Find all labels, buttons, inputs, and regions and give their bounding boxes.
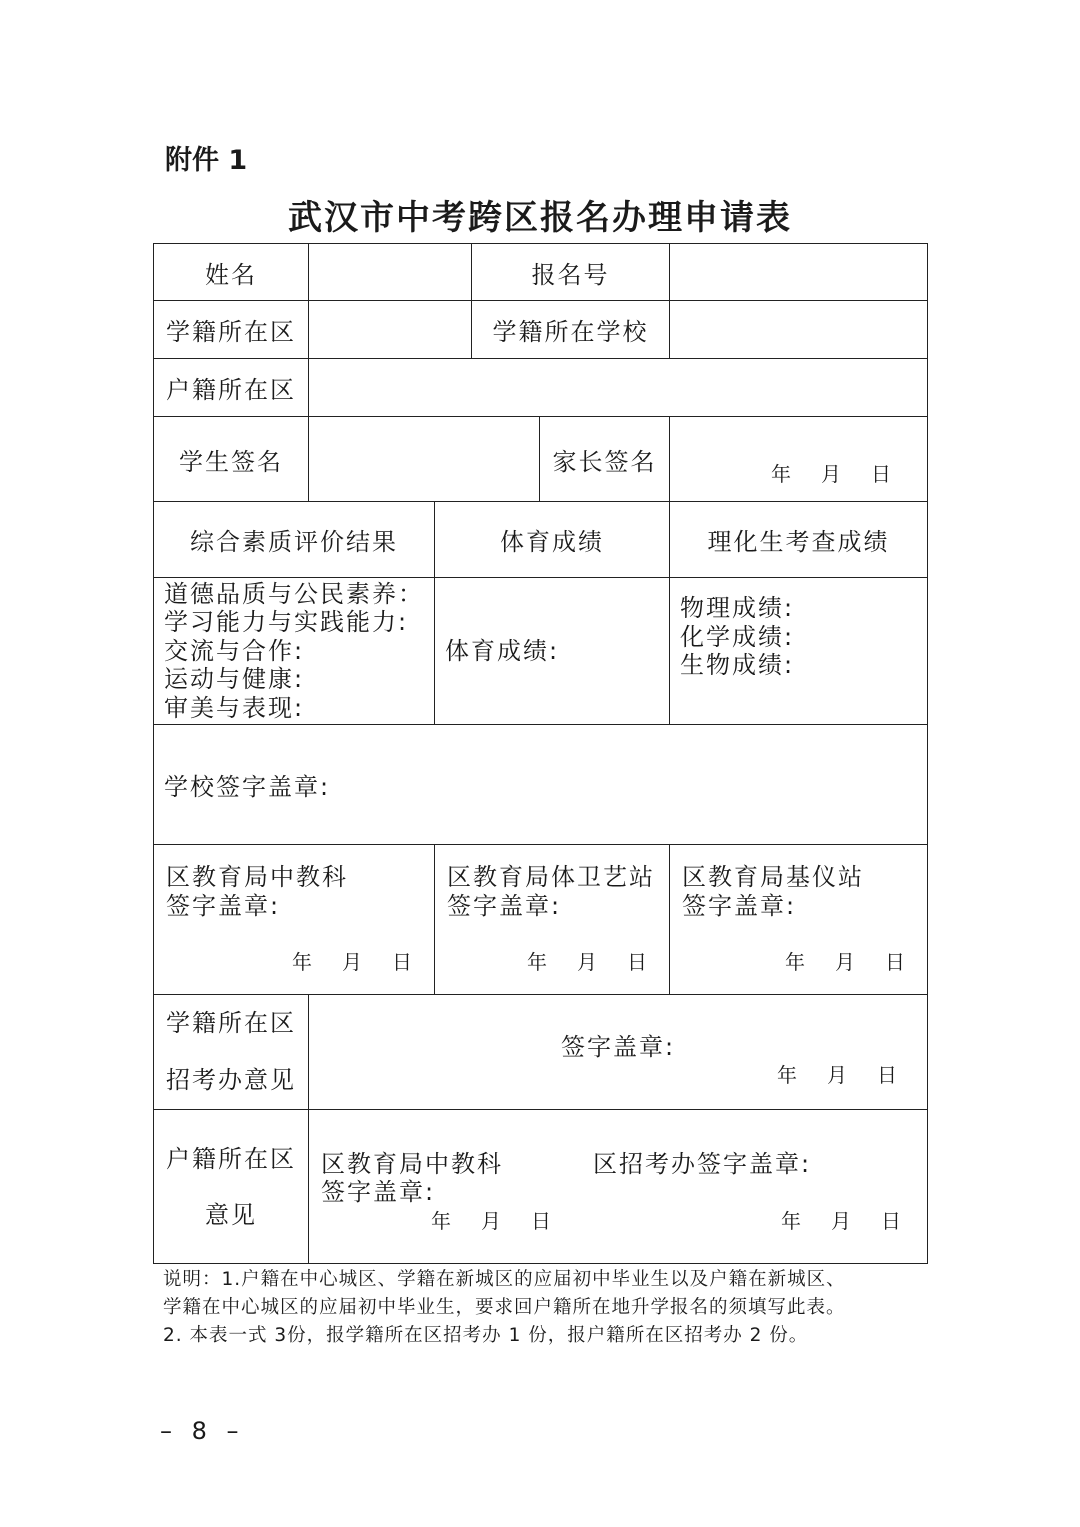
school-district-label: 学籍所在区 xyxy=(154,301,309,359)
student-sign-label: 学生签名 xyxy=(154,417,309,502)
date-day: 日 xyxy=(885,950,905,974)
date-year: 年 xyxy=(431,1208,451,1233)
row-household xyxy=(154,359,928,417)
student-sign-field[interactable] xyxy=(309,417,540,502)
parent-sign-date xyxy=(670,458,927,501)
date-year: 年 xyxy=(292,950,312,974)
date-month: 月 xyxy=(827,1063,847,1087)
quality-item: 审美与表现: xyxy=(164,693,305,722)
date-month: 月 xyxy=(342,950,362,974)
science-header: 理化生考查成绩 xyxy=(670,502,928,578)
row-scores xyxy=(154,578,928,725)
date-year: 年 xyxy=(777,1063,797,1087)
reg-no-label: 报名号 xyxy=(472,244,670,301)
pe-item-label: 体育成绩: xyxy=(445,636,560,665)
district-office-date xyxy=(309,1061,927,1090)
household-opinion-field[interactable] xyxy=(309,1110,928,1264)
pe-score-field[interactable] xyxy=(435,578,670,725)
row-score-headers xyxy=(154,502,928,578)
school-district-field[interactable] xyxy=(309,301,472,359)
row-district-office xyxy=(154,995,928,1110)
science-item: 化学成绩: xyxy=(680,622,795,651)
bureau-middle-date xyxy=(166,948,424,977)
sign-seal-label: 签字盖章: xyxy=(166,891,281,920)
district-office-label-line2: 招考办意见 xyxy=(166,1066,296,1094)
row-school-seal xyxy=(154,725,928,845)
date-day: 日 xyxy=(871,462,891,486)
household-district-field[interactable] xyxy=(309,359,928,417)
date-year: 年 xyxy=(771,462,791,486)
date-day: 日 xyxy=(881,1208,901,1233)
district-office-label-line1: 学籍所在区 xyxy=(166,1009,296,1037)
district-office-field[interactable] xyxy=(309,995,928,1110)
name-field[interactable] xyxy=(309,244,472,301)
school-seal-label: 学校签字盖章: xyxy=(164,773,331,801)
notes-line2: 学籍在中心城区的应届初中毕业生，要求回户籍所在地升学报名的须填写此表。 xyxy=(163,1297,846,1318)
school-label: 学籍所在学校 xyxy=(472,301,670,359)
household-opinion-label-line2: 意见 xyxy=(205,1200,257,1229)
household-middle-label: 区教育局中教科 xyxy=(321,1149,503,1178)
row-name xyxy=(154,244,928,301)
household-exam-office-block xyxy=(593,1150,913,1236)
date-day: 日 xyxy=(877,1063,897,1087)
pe-header: 体育成绩 xyxy=(435,502,670,578)
bureau-middle-cell[interactable] xyxy=(154,845,435,995)
school-seal-field[interactable] xyxy=(154,725,928,845)
name-label: 姓名 xyxy=(154,244,309,301)
date-month: 月 xyxy=(821,462,841,486)
bureau-base-date xyxy=(682,948,917,977)
notes-line3: 2. 本表一式 3份，报学籍所在区招考办 1 份，报户籍所在区招考办 2 份。 xyxy=(163,1325,809,1346)
bureau-pe-cell[interactable] xyxy=(435,845,670,995)
quality-item: 运动与健康: xyxy=(164,665,305,694)
quality-items xyxy=(154,578,435,725)
date-month: 月 xyxy=(577,950,597,974)
row-household-opinion xyxy=(154,1110,928,1264)
date-day: 日 xyxy=(531,1208,551,1233)
page-title: 武汉市中考跨区报名办理申请表 xyxy=(288,198,792,238)
attachment-label: 附件 1 xyxy=(165,145,248,176)
reg-no-field[interactable] xyxy=(670,244,928,301)
notes-line1: 说明：1.户籍在中心城区、学籍在新城区的应届初中毕业生以及户籍在新城区、 xyxy=(163,1269,846,1290)
sign-seal-label: 签字盖章: xyxy=(447,891,562,920)
parent-sign-label: 家长签名 xyxy=(540,417,670,502)
district-office-label xyxy=(154,995,309,1110)
date-day: 日 xyxy=(392,950,412,974)
sign-seal-label: 签字盖章: xyxy=(321,1178,436,1207)
parent-sign-field[interactable] xyxy=(670,417,928,502)
bureau-pe-label: 区教育局体卫艺站 xyxy=(447,863,655,891)
date-month: 月 xyxy=(831,1208,851,1233)
household-exam-office-date xyxy=(593,1207,913,1236)
bureau-base-label: 区教育局基仪站 xyxy=(682,863,864,891)
household-opinion-content xyxy=(321,1150,913,1236)
row-signatures xyxy=(154,417,928,502)
application-form-table xyxy=(153,243,928,1264)
household-middle-date xyxy=(321,1207,593,1236)
household-opinion-label-line1: 户籍所在区 xyxy=(166,1144,296,1173)
row-bureaus xyxy=(154,845,928,995)
bureau-middle-label: 区教育局中教科 xyxy=(166,863,348,891)
date-day: 日 xyxy=(627,950,647,974)
date-month: 月 xyxy=(835,950,855,974)
quality-item: 道德品质与公民素养： xyxy=(164,579,424,608)
household-exam-office-label: 区招考办签字盖章: xyxy=(593,1149,812,1178)
sign-seal-label: 签字盖章: xyxy=(560,1032,676,1061)
quality-item: 学习能力与实践能力: xyxy=(164,608,409,637)
school-field[interactable] xyxy=(670,301,928,359)
date-month: 月 xyxy=(481,1208,501,1233)
bureau-pe-date xyxy=(447,948,659,977)
quality-item: 交流与合作: xyxy=(164,636,305,665)
date-year: 年 xyxy=(785,950,805,974)
notes xyxy=(163,1266,933,1350)
date-year: 年 xyxy=(781,1208,801,1233)
science-item: 物理成绩: xyxy=(680,594,795,622)
household-middle-block xyxy=(321,1150,593,1236)
household-opinion-label xyxy=(154,1110,309,1264)
household-district-label: 户籍所在区 xyxy=(154,359,309,417)
row-school xyxy=(154,301,928,359)
sign-seal-label: 签字盖章: xyxy=(682,891,797,920)
quality-header: 综合素质评价结果 xyxy=(154,502,435,578)
bureau-base-cell[interactable] xyxy=(670,845,928,995)
page-number: – 8 – xyxy=(160,1417,245,1445)
science-item: 生物成绩: xyxy=(680,651,795,679)
science-items xyxy=(670,578,928,725)
date-year: 年 xyxy=(527,950,547,974)
